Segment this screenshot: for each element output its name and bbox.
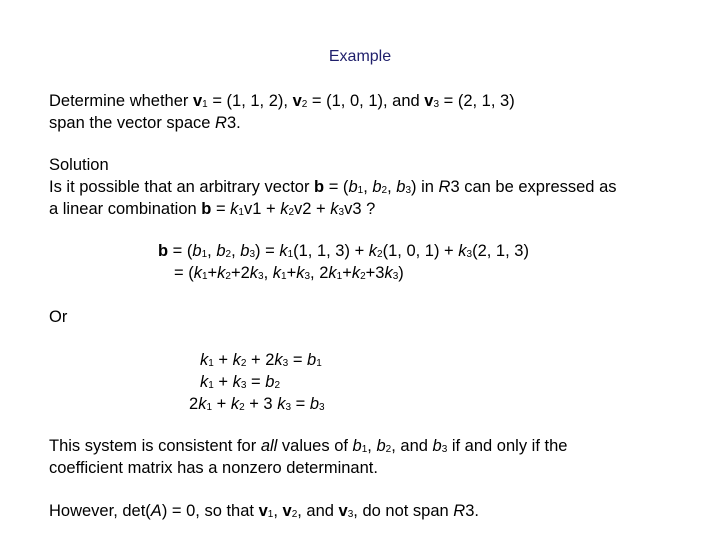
solution-line-1: Is it possible that an arbitrary vector $b = (b_1$, $b_2$, $b_3$) in R3 can be expressed as <box>49 178 617 196</box>
equation-line-2: = ($k_1+k_2+2k_3$, $k_1+k_3$, $2k_1+k_2+3k_3$) <box>174 264 404 282</box>
system-equation-2: $k_1 + k_3 = b_2$ <box>200 373 280 391</box>
equation-line-1: $b = (b_1$, $b_2$, $b_3) = k_1(1$, 1, $3) + k_2(1$, 0, $1) + k_3(2$, 1, 3) <box>158 242 529 260</box>
system-equation-3: $2k_1 + k_2 + 3$ $k_3 = b_3$ <box>189 395 325 413</box>
slide-title: Example <box>328 48 392 65</box>
consistency-line-1: This system is consistent for all values of $b_1$, $b_2$, and $b_3$ if and only if the <box>49 437 568 455</box>
solution-line-2: a linear combination $b = k_1v1 + k_2v2 + k_3v3$ ? <box>49 200 376 218</box>
conclusion-line: However, det(A) = 0, so that $v_1$, $v_2$, and $v_3$, do not span R3. <box>49 502 479 520</box>
or-label: Or <box>49 308 68 326</box>
problem-line-2: span the vector space R3. <box>49 114 241 132</box>
problem-line-1: Determine whether $v_1 = (1$, 1, 2), $v_2 = (1$, 0, 1), and $v_3 = (2$, 1, 3) <box>49 92 515 110</box>
consistency-line-2: coefficient matrix has a nonzero determinant. <box>49 459 378 477</box>
system-equation-1: $k_1 + k_2 + 2k_3 = b_1$ <box>200 351 322 369</box>
solution-heading: Solution <box>49 156 109 174</box>
